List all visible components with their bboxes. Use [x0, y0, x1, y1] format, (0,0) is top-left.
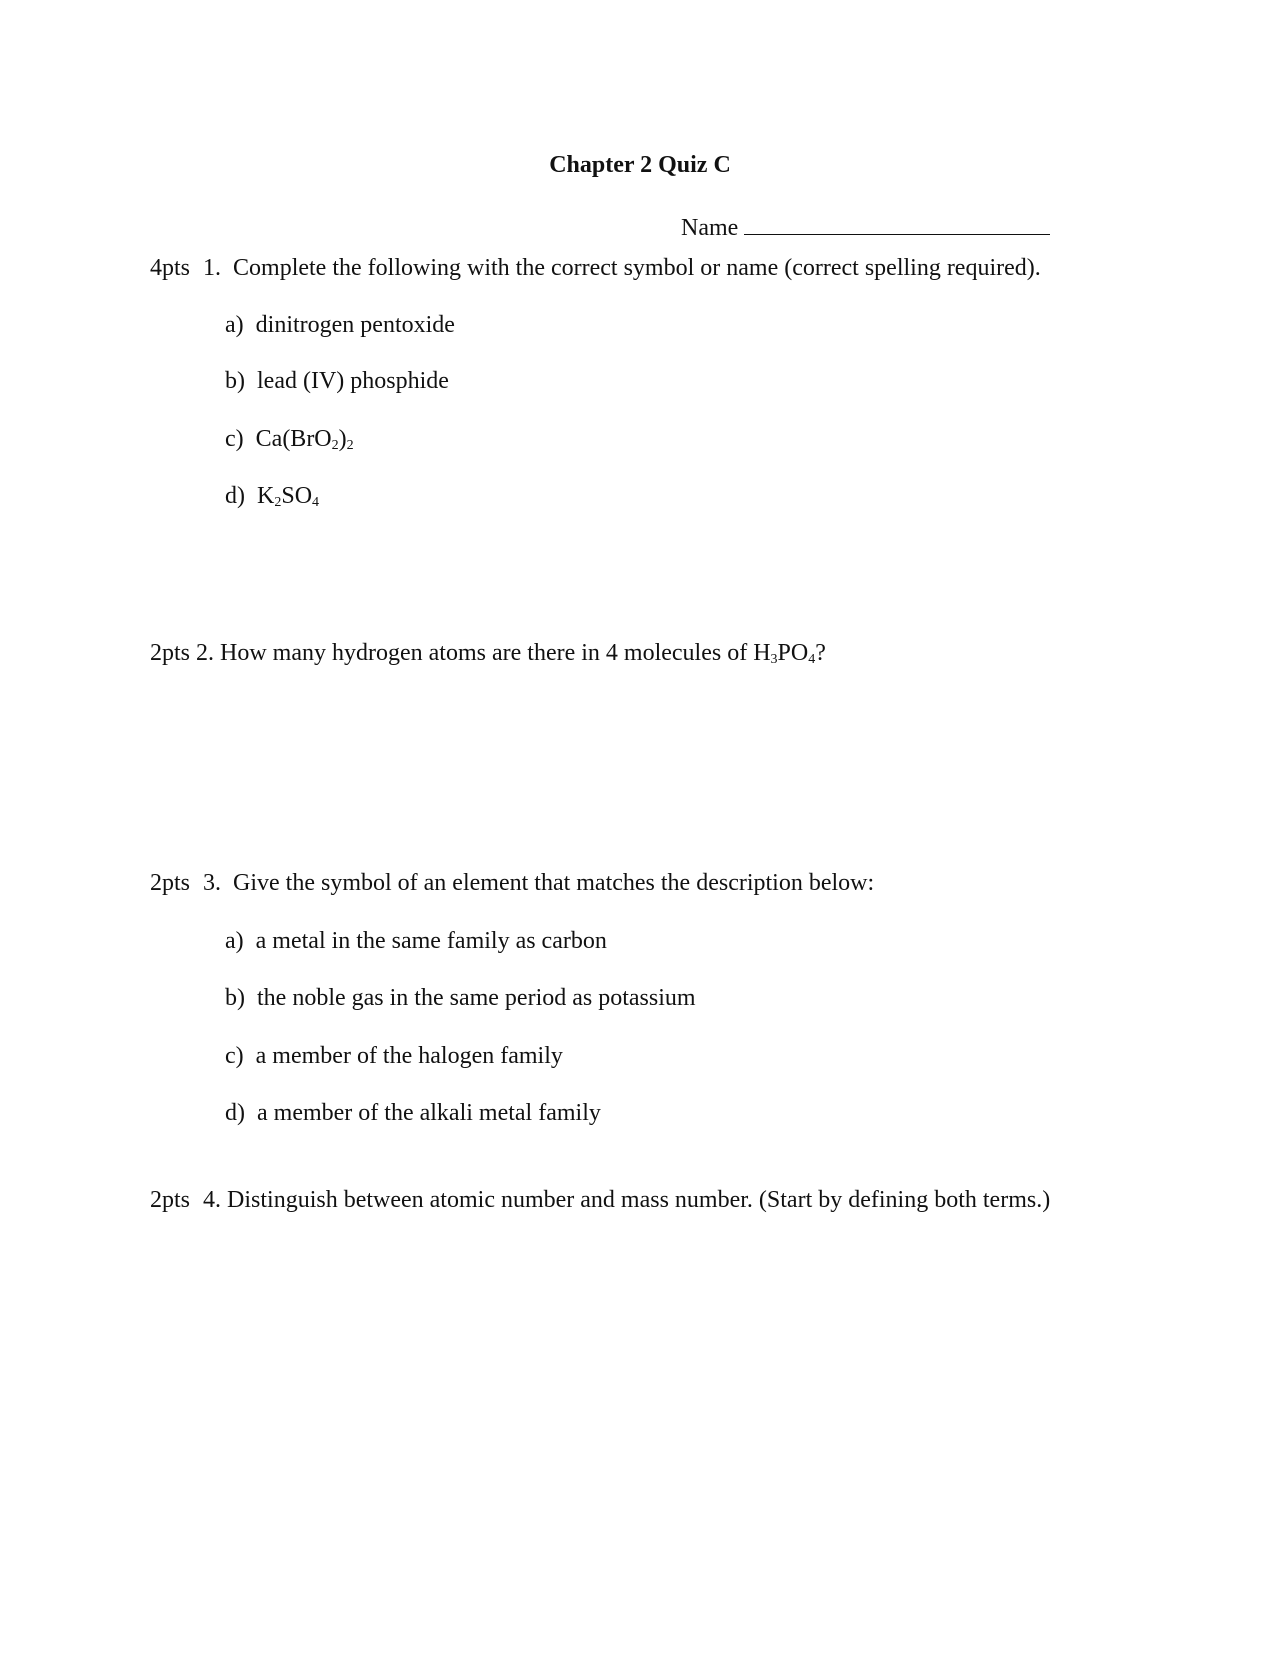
name-blank-line[interactable] [744, 208, 1050, 235]
item-text: a member of the halogen family [255, 1043, 563, 1069]
item-letter: c) [225, 426, 244, 452]
question-4 [150, 1185, 1050, 1215]
question-mark: ? [815, 640, 826, 666]
formula-text: K [257, 483, 275, 509]
question-3-item-d [225, 1098, 601, 1128]
formula-text: ) [338, 426, 347, 452]
question-1 [150, 253, 1041, 283]
question-3-prompt: Give the symbol of an element that matches the description below: [233, 870, 875, 896]
item-text: dinitrogen pentoxide [255, 312, 455, 338]
item-text: a member of the alkali metal family [257, 1100, 601, 1126]
question-2-number: 2. [196, 640, 215, 666]
item-text: lead (IV) phosphide [257, 368, 449, 394]
question-1-item-c [225, 424, 354, 454]
item-letter: d) [225, 483, 245, 509]
formula-text: Ca(BrO [255, 426, 332, 452]
question-1-prompt: Complete the following with the correct symbol or name (correct spelling required). [233, 255, 1041, 281]
question-3-points: 2pts [150, 870, 191, 896]
question-1-number: 1. [203, 255, 222, 281]
question-4-points: 2pts [150, 1187, 191, 1213]
question-3-item-b [225, 983, 696, 1013]
formula-text: PO [777, 640, 809, 666]
question-2-prompt: How many hydrogen atoms are there in 4 molecules of H [220, 640, 771, 666]
item-letter: b) [225, 985, 245, 1011]
formula-subscript: 4 [312, 495, 320, 510]
item-letter: c) [225, 1043, 244, 1069]
question-1-item-b [225, 366, 449, 396]
question-4-number: 4. [203, 1187, 222, 1213]
formula-text: SO [281, 483, 313, 509]
name-field-row [681, 208, 1050, 243]
question-3-item-c [225, 1041, 563, 1071]
question-1-points: 4pts [150, 255, 191, 281]
formula-subscript: 4 [808, 652, 816, 667]
question-1-item-a [225, 310, 455, 340]
question-3-item-a [225, 926, 607, 956]
item-letter: a) [225, 312, 244, 338]
question-3 [150, 868, 874, 898]
question-4-prompt: Distinguish between atomic number and mass number. (Start by defining both terms.) [227, 1187, 1051, 1213]
formula-subscript: 2 [274, 495, 282, 510]
formula-subscript: 2 [346, 438, 354, 453]
item-letter: a) [225, 928, 244, 954]
question-2 [150, 638, 826, 668]
item-letter: b) [225, 368, 245, 394]
question-2-points: 2pts [150, 640, 191, 666]
formula-subscript: 3 [770, 652, 778, 667]
item-text: the noble gas in the same period as potassium [257, 985, 696, 1011]
question-1-item-d [225, 481, 319, 511]
item-text: a metal in the same family as carbon [255, 928, 607, 954]
question-3-number: 3. [203, 870, 222, 896]
page-title: Chapter 2 Quiz C [549, 152, 731, 178]
item-letter: d) [225, 1100, 245, 1126]
name-label: Name [681, 215, 739, 241]
formula-subscript: 2 [331, 438, 339, 453]
